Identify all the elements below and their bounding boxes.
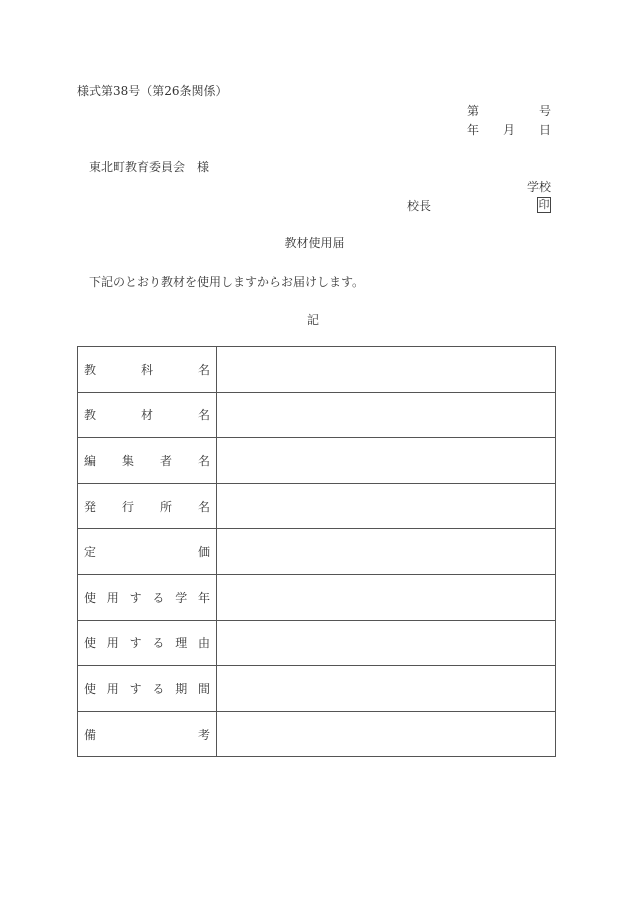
table-row: [78, 529, 556, 575]
principal-label: 校長: [407, 199, 432, 213]
table-row: [78, 347, 556, 393]
form-table: [77, 346, 556, 757]
row-label-cell: [78, 438, 217, 484]
row-label-cell: [78, 666, 217, 712]
row-label: [84, 406, 210, 423]
date-day-label: 日: [539, 123, 552, 137]
document-number-prefix: 第: [467, 104, 480, 118]
row-label-cell: [78, 529, 217, 575]
row-label-char: 名: [197, 362, 210, 377]
row-label-char: 期: [175, 681, 188, 696]
row-label-char: 行: [121, 499, 134, 514]
row-label-cell: [78, 392, 217, 438]
row-label-char: 備: [84, 727, 97, 742]
table-row: [78, 620, 556, 666]
row-label-char: 間: [197, 681, 210, 696]
row-label-char: 使: [84, 590, 97, 605]
row-label-char: 名: [197, 499, 210, 514]
row-label: [84, 726, 210, 743]
row-label-cell: [78, 711, 217, 757]
row-value-cell[interactable]: [217, 574, 556, 620]
row-label-char: 科: [140, 362, 153, 377]
table-row: [78, 666, 556, 712]
row-label-char: 由: [197, 636, 210, 651]
row-label-char: す: [129, 636, 142, 651]
row-label-char: す: [129, 590, 142, 605]
row-label-char: 名: [197, 408, 210, 423]
row-label-char: 考: [197, 727, 210, 742]
row-label-char: す: [129, 681, 142, 696]
row-label-char: 集: [121, 453, 134, 468]
row-label-char: 年: [197, 590, 210, 605]
row-label-char: る: [152, 681, 165, 696]
document-title: [0, 236, 630, 250]
row-label-char: 所: [159, 499, 172, 514]
school-label: 学校: [527, 180, 552, 194]
row-label-char: 価: [197, 545, 210, 560]
row-label-cell: [78, 574, 217, 620]
table-row: [78, 438, 556, 484]
row-label-cell: [78, 483, 217, 529]
form-table-body: [78, 347, 556, 757]
table-row: [78, 711, 556, 757]
row-value-cell[interactable]: [217, 666, 556, 712]
row-label-char: 教: [84, 362, 97, 377]
row-value-cell[interactable]: [217, 483, 556, 529]
table-row: [78, 392, 556, 438]
row-label-char: る: [152, 590, 165, 605]
row-label: [84, 589, 210, 606]
row-label-cell: [78, 620, 217, 666]
row-label-char: 用: [106, 590, 119, 605]
row-label: [84, 543, 210, 560]
row-value-cell[interactable]: [217, 711, 556, 757]
ki-heading: 記: [306, 313, 319, 327]
row-label: [84, 452, 210, 469]
table-row: [78, 574, 556, 620]
row-label-char: る: [152, 636, 165, 651]
row-label: [84, 680, 210, 697]
row-label-char: 学: [175, 590, 188, 605]
row-value-cell[interactable]: [217, 392, 556, 438]
addressee: 東北町教育委員会 様: [89, 160, 210, 174]
intro-text: 下記のとおり教材を使用しますからお届けします。: [89, 275, 365, 289]
date-month-label: 月: [503, 123, 516, 137]
row-value-cell[interactable]: [217, 438, 556, 484]
row-value-cell[interactable]: [217, 529, 556, 575]
document-title-text: 教材使用届: [284, 236, 345, 250]
row-label-char: 名: [197, 453, 210, 468]
row-label-char: 定: [84, 545, 97, 560]
row-label-char: 材: [140, 408, 153, 423]
row-label-char: 編: [84, 453, 97, 468]
row-label-cell: [78, 347, 217, 393]
document-number-suffix: 号: [539, 104, 552, 118]
row-label-char: 使: [84, 681, 97, 696]
row-label-char: 教: [84, 408, 97, 423]
row-label: [84, 634, 210, 651]
row-label-char: 使: [84, 636, 97, 651]
row-value-cell[interactable]: [217, 347, 556, 393]
row-label-char: 者: [159, 453, 172, 468]
row-label: [84, 361, 210, 378]
row-label: [84, 498, 210, 515]
seal-stamp-icon: 印: [538, 198, 550, 211]
form-number: 様式第38号（第26条関係）: [77, 84, 228, 98]
row-label-char: 用: [106, 681, 119, 696]
row-label-char: 発: [84, 499, 97, 514]
date-year-label: 年: [467, 123, 480, 137]
row-value-cell[interactable]: [217, 620, 556, 666]
table-row: [78, 483, 556, 529]
row-label-char: 用: [106, 636, 119, 651]
row-label-char: 理: [175, 636, 188, 651]
